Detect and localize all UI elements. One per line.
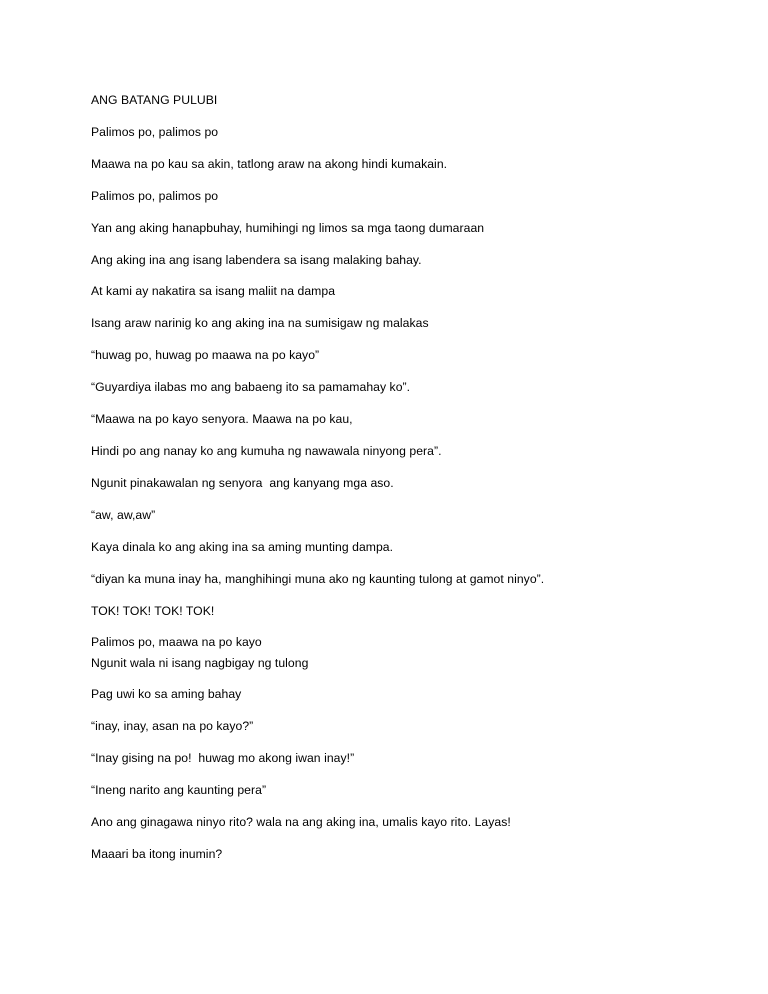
text-line: Maawa na po kau sa akin, tatlong araw na akong hindi kumakain. <box>91 157 448 171</box>
text-line: At kami ay nakatira sa isang maliit na dampa <box>91 284 336 298</box>
text-line: “Guyardiya ilabas mo ang babaeng ito sa pamamahay ko”. <box>91 380 411 394</box>
text-line: Ano ang ginagawa ninyo rito? wala na ang aking ina, umalis kayo rito. Layas! <box>91 815 511 829</box>
text-line: Palimos po, palimos po <box>91 125 219 139</box>
text-line: “aw, aw,aw” <box>91 508 156 522</box>
text-line: Palimos po, palimos po <box>91 189 219 203</box>
text-line: “inay, inay, asan na po kayo?” <box>91 719 254 733</box>
text-line: “Maawa na po kayo senyora. Maawa na po kau, <box>91 412 353 426</box>
text-line: Maaari ba itong inumin? <box>91 847 223 861</box>
text-line: TOK! TOK! TOK! TOK! <box>91 604 215 618</box>
text-line: Ngunit pinakawalan ng senyora ang kanyang mga aso. <box>91 476 394 490</box>
text-line: “Ineng narito ang kaunting pera” <box>91 783 267 797</box>
text-line: Yan ang aking hanapbuhay, humihingi ng limos sa mga taong dumaraan <box>91 221 485 235</box>
text-line: Pag uwi ko sa aming bahay <box>91 687 242 701</box>
document-title: ANG BATANG PULUBI <box>91 93 218 107</box>
text-line: Palimos po, maawa na po kayo <box>91 635 262 649</box>
text-line: Ang aking ina ang isang labendera sa isang malaking bahay. <box>91 253 422 267</box>
text-line: “Inay gising na po! huwag mo akong iwan inay!” <box>91 751 355 765</box>
text-line: “huwag po, huwag po maawa na po kayo” <box>91 348 320 362</box>
text-line: “diyan ka muna inay ha, manghihingi muna ako ng kaunting tulong at gamot ninyo”. <box>91 572 545 586</box>
text-line: Isang araw narinig ko ang aking ina na sumisigaw ng malakas <box>91 316 429 330</box>
text-line: Hindi po ang nanay ko ang kumuha ng nawawala ninyong pera”. <box>91 444 442 458</box>
text-line: Kaya dinala ko ang aking ina sa aming munting dampa. <box>91 540 394 554</box>
text-line: Ngunit wala ni isang nagbigay ng tulong <box>91 656 309 670</box>
